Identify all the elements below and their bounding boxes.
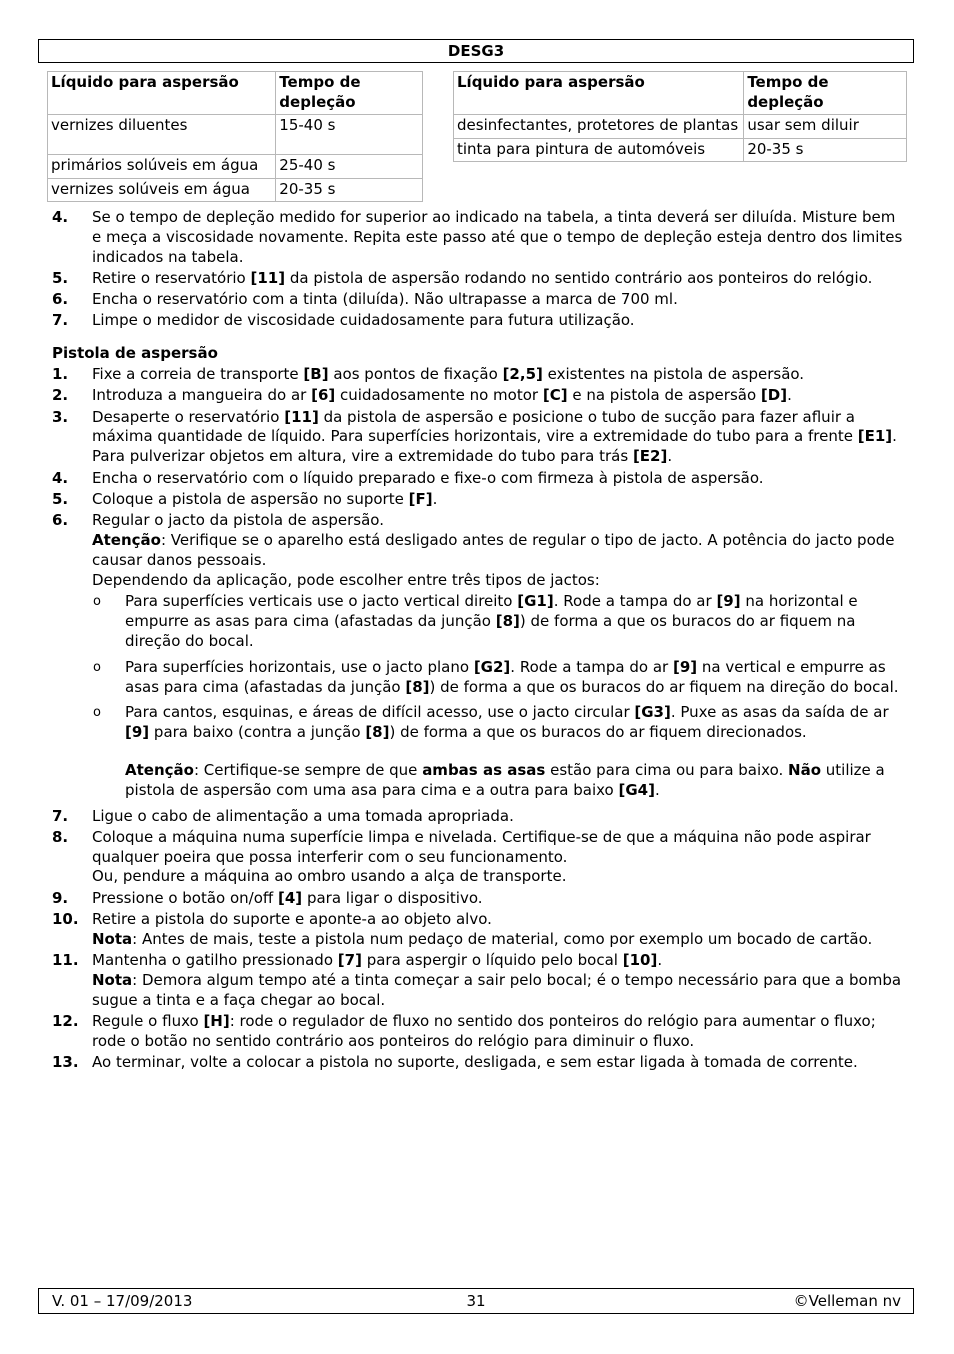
note-text: : Antes de mais, teste a pistola num pedaço de material, como por exemplo um bocado de cartão. <box>132 929 873 948</box>
list-item <box>52 807 904 827</box>
step-number: 10. <box>52 910 79 928</box>
list-item <box>52 290 904 310</box>
table-row <box>454 115 907 139</box>
column-header: Tempo de depleção <box>276 72 423 115</box>
step-text: existentes na pistola de aspersão. <box>542 365 805 384</box>
part-reference: [D] <box>760 386 788 405</box>
section-title: Pistola de aspersão <box>52 344 218 363</box>
note-text: estão para cima ou para baixo. <box>545 760 789 779</box>
list-item <box>52 828 904 887</box>
part-reference: [8] <box>405 677 430 696</box>
part-reference: [9] <box>125 723 150 742</box>
step-text: . <box>667 447 673 466</box>
attention-text: : Verifique se o aparelho está desligado antes de regular o tipo de jacto. A potência do jacto pode causar danos pessoais. <box>92 530 895 569</box>
step-text: . <box>657 951 663 970</box>
step-text: para ligar o dispositivo. <box>302 888 483 907</box>
note-paragraph <box>92 971 904 1011</box>
table-cell: desinfectantes, protetores de plantas <box>454 115 744 139</box>
option-text: na horizontal e empurre as asas para cima (afastadas da junção <box>125 592 858 631</box>
step-line <box>92 951 904 971</box>
table-cell: 15-40 s <box>276 115 423 155</box>
step-number: 5. <box>52 489 69 508</box>
step-text: Ao terminar, volte a colocar a pistola no suporte, desligada, e sem estar ligada à tomada de corrente. <box>92 1053 858 1072</box>
attention-paragraph <box>92 531 904 571</box>
step-text: Regular o jacto da pistola de aspersão. <box>92 511 384 530</box>
list-item <box>52 208 904 267</box>
note-label: Nota <box>92 929 133 948</box>
list-item <box>52 910 904 950</box>
part-reference: [11] <box>284 407 319 426</box>
note-label: Nota <box>92 970 133 989</box>
part-reference: [9] <box>672 657 698 676</box>
part-reference: [9] <box>716 592 741 611</box>
table-header-row <box>454 72 907 115</box>
step-text: : rode o regulador de fluxo no sentido dos ponteiros do relógio para aumentar o fluxo; rode o botão no sentido contrário aos ponteiros do relógio para diminuir o fluxo. <box>92 1011 876 1050</box>
step-number: 13. <box>52 1053 79 1072</box>
note-text: utilize a pistola de aspersão com uma asa para cima e a outra para baixo <box>125 760 885 799</box>
note-text: : Demora algum tempo até a tinta começar a sair pelo bocal; é o tempo necessário para que a bomba sugue a tinta e a faça chegar ao bocal. <box>92 970 902 1009</box>
table-cell: 20-35 s <box>276 178 423 202</box>
step-number: 1. <box>52 365 69 384</box>
step-number: 9. <box>52 888 69 907</box>
copyright: ©Velleman nv <box>793 1292 901 1310</box>
part-reference: [10] <box>622 951 658 970</box>
option-text: para baixo (contra a junção <box>149 723 366 742</box>
note-text: : Certifique-se sempre de que <box>193 760 423 779</box>
step-number: 12. <box>52 1011 79 1030</box>
table-row <box>48 155 423 179</box>
bullet-icon: o <box>93 594 101 610</box>
step-text: Regule o fluxo <box>92 1011 204 1030</box>
note-paragraph <box>92 930 904 950</box>
attention-label: Atenção <box>125 760 194 779</box>
emphasis: ambas as asas <box>422 760 546 779</box>
step-text: Ou, pendure a máquina ao ombro usando a alça de transporte. <box>92 867 567 886</box>
step-text: Se o tempo de depleção medido for superior ao indicado na tabela, a tinta deverá ser diluída. Misture bem e meça a viscosidade novamente. Repita este passo até que o tempo de depleção esteja dentro dos limites indicados na tabela. <box>92 208 903 266</box>
list-item <box>52 951 904 1010</box>
step-text: Fixe a correia de transporte <box>92 365 304 384</box>
step-number: 3. <box>52 407 69 426</box>
option-text: Para superfícies verticais use o jacto vertical direito <box>125 592 518 611</box>
table-cell: primários solúveis em água <box>48 155 276 179</box>
list-item <box>52 365 904 385</box>
part-reference: [6] <box>311 386 336 405</box>
table-row <box>48 178 423 202</box>
step-text: da pistola de aspersão e posicione o tubo de sucção para fazer afluir a máxima quantidade de líquido. Para superfícies horizontais, vire a extremidade do tubo para a frente <box>92 407 858 446</box>
list-item <box>52 490 904 510</box>
step-number: 4. <box>52 208 69 226</box>
spacer <box>125 743 904 761</box>
step-text: Coloque a máquina numa superfície limpa e nivelada. Certifique-se de que a máquina não pode aspirar qualquer poeira que possa interferir com o seu funcionamento. <box>92 827 871 866</box>
option-text: ) de forma a que os buracos do ar fiquem na direção do bocal. <box>125 612 856 650</box>
jet-option-flat <box>92 658 904 698</box>
table-cell: vernizes solúveis em água <box>48 178 276 202</box>
note-text: . <box>654 780 660 799</box>
list-item <box>52 889 904 909</box>
list-item <box>52 511 904 800</box>
step-text: da pistola de aspersão rodando no sentido contrário aos ponteiros do relógio. <box>285 268 873 287</box>
table-cell: tinta para pintura de automóveis <box>454 138 744 162</box>
page-number: 31 <box>466 1292 486 1310</box>
step-text: . <box>787 386 792 405</box>
model-title: DESG3 <box>447 42 505 60</box>
step-text: Mantenha o gatilho pressionado <box>92 951 338 970</box>
option-text: ) de forma a que os buracos do ar fiquem direcionados. <box>389 723 807 742</box>
table-header-row <box>48 72 423 115</box>
option-text: ) de forma a que os buracos do ar fiquem na direção do bocal. <box>429 677 899 696</box>
step-text: Encha o reservatório com a tinta (diluída). Não ultrapasse a marca de 700 ml. <box>92 290 678 309</box>
list-item <box>52 269 904 289</box>
table-row <box>48 115 423 155</box>
part-reference: [G3] <box>634 703 671 722</box>
option-text: Para superfícies horizontais, use o jacto plano <box>125 657 474 676</box>
bullet-icon: o <box>93 659 101 675</box>
list-item <box>52 469 904 489</box>
part-reference: [2,5] <box>502 365 543 384</box>
table-cell: vernizes diluentes <box>48 115 276 155</box>
step-number: 5. <box>52 268 69 287</box>
part-reference: [C] <box>542 386 568 405</box>
part-reference: [H] <box>203 1011 230 1030</box>
table-cell: 25-40 s <box>276 155 423 179</box>
part-reference: [8] <box>365 723 390 742</box>
list-item <box>52 1012 904 1052</box>
part-reference: [E1] <box>857 427 893 446</box>
document-header <box>38 39 914 63</box>
part-reference: [11] <box>250 268 286 287</box>
step-number: 7. <box>52 311 69 330</box>
list-item <box>52 408 904 467</box>
option-text: . Rode a tampa do ar <box>510 657 673 676</box>
step-text: cuidadosamente no motor <box>335 386 543 405</box>
option-text: Para cantos, esquinas, e áreas de difícil acesso, use o jacto circular <box>125 703 635 722</box>
step-text: e na pistola de aspersão <box>567 386 761 405</box>
table-cell: usar sem diluir <box>744 115 907 139</box>
list-item <box>52 1053 904 1073</box>
step-text: Introduza a mangueira do ar <box>92 386 312 405</box>
table-cell: 20-35 s <box>744 138 907 162</box>
step-text: . Para pulverizar objetos em altura, vire a extremidade do tubo para trás <box>92 427 897 466</box>
version-date: V. 01 – 17/09/2013 <box>52 1292 193 1310</box>
step-text: Retire o reservatório <box>92 268 251 287</box>
step-text: Limpe o medidor de viscosidade cuidadosamente para futura utilização. <box>92 311 635 330</box>
step-number: 7. <box>52 806 69 825</box>
column-header: Líquido para aspersão <box>454 72 744 115</box>
column-header: Líquido para aspersão <box>48 72 276 115</box>
attention-note <box>125 761 904 801</box>
part-reference: [4] <box>278 888 303 907</box>
step-text: Encha o reservatório com o líquido preparado e fixe-o com firmeza à pistola de aspersão. <box>92 468 764 487</box>
jet-option-vertical <box>92 592 904 651</box>
step-number: 4. <box>52 468 69 487</box>
instructions-body <box>52 208 904 1074</box>
step-text: para aspergir o líquido pelo bocal <box>361 951 623 970</box>
step-text: . <box>432 489 438 508</box>
list-item <box>52 386 904 406</box>
step-text: Desaperte o reservatório <box>92 407 285 426</box>
step-text: Ligue o cabo de alimentação a uma tomada apropriada. <box>92 806 514 825</box>
step-number: 6. <box>52 290 69 309</box>
step-text: Coloque a pistola de aspersão no suporte <box>92 489 409 508</box>
step-text: Retire a pistola do suporte e aponte-a ao objeto alvo. <box>92 910 492 928</box>
jet-option-circular <box>92 703 904 800</box>
part-reference: [E2] <box>632 447 668 466</box>
attention-label: Atenção <box>92 530 161 549</box>
bullet-icon: o <box>93 705 101 721</box>
part-reference: [7] <box>337 951 362 970</box>
step-text: Pressione o botão on/off <box>92 888 279 907</box>
emphasis: Não <box>788 760 822 779</box>
document-footer <box>38 1288 914 1314</box>
depletion-table-right <box>453 71 907 162</box>
table-row <box>454 138 907 162</box>
part-reference: [G2] <box>473 657 511 676</box>
part-reference: [G4] <box>618 780 655 799</box>
list-item <box>52 311 904 331</box>
option-text: na vertical e empurre as asas para cima (afastadas da junção <box>125 657 886 696</box>
step-number: 11. <box>52 951 79 970</box>
part-reference: [B] <box>303 365 329 384</box>
step-text: Dependendo da aplicação, pode escolher entre três tipos de jactos: <box>92 570 600 589</box>
step-text: aos pontos de fixação <box>328 365 503 384</box>
part-reference: [8] <box>495 612 520 631</box>
column-header: Tempo de depleção <box>744 72 907 115</box>
depletion-table-left <box>47 71 423 202</box>
step-number: 6. <box>52 511 69 530</box>
step-number: 2. <box>52 386 69 405</box>
part-reference: [F] <box>408 489 433 508</box>
option-text: . Puxe as asas da saída de ar <box>670 703 889 722</box>
part-reference: [G1] <box>517 592 554 611</box>
option-text: . Rode a tampa do ar <box>553 592 717 611</box>
step-number: 8. <box>52 827 69 846</box>
